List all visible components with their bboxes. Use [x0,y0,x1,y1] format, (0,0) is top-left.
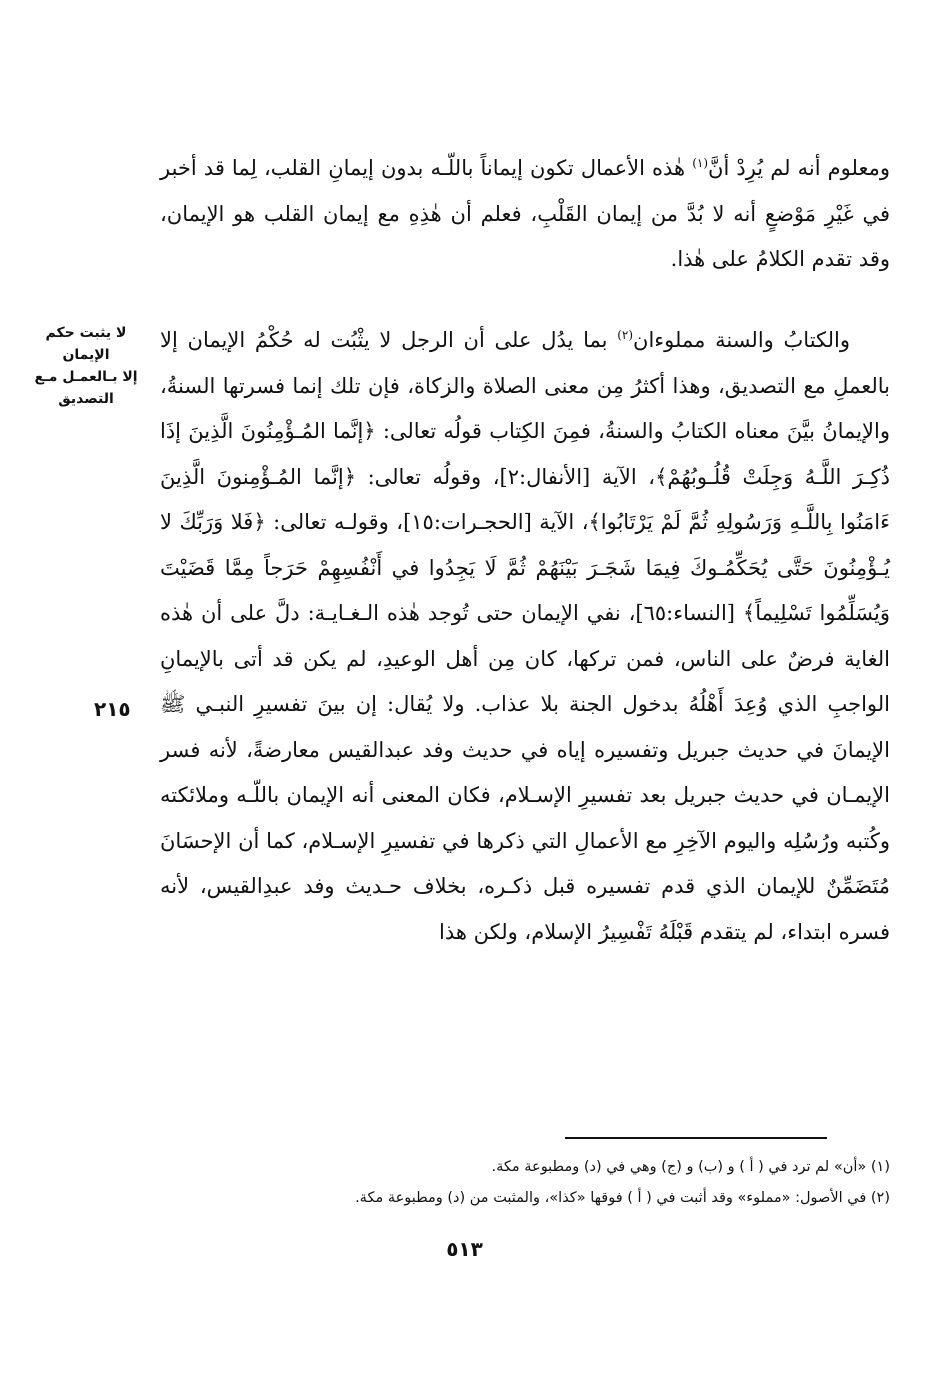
paragraph-2 [160,318,890,955]
p1-line-2: هٰذه الأعمال تكون إيماناً باللّـه بدون إيمانِ [328,156,686,180]
paragraph-1 [160,146,890,283]
footnote-divider [565,1137,827,1139]
page-number: ٥١٣ [446,1237,483,1261]
original-page-marker: ٢١٥ [94,697,131,721]
footnote-ref-1[interactable]: (١) [692,156,709,170]
p1-line-3: القلب، لِما قد أخبر في غَيْرِ مَوْضعٍ أنه لا بُدَّ من إيمان القَلْبِ، فعلم أن [160,156,890,226]
footnote-1: (١) «أن» لم ترد في ( أ ) و (ب) و (ج) وهي في (د) ومطبوعة مكة. [491,1159,890,1175]
footnotes [160,1152,890,1214]
margin-heading-line-2: إلا بـالعمـل مـع [34,369,138,385]
paragraph-1-text [160,146,890,283]
p1-line-1: ومعلوم أنه لم يُرِدْ أنَّ [708,156,890,180]
footnote-ref-2[interactable]: (٢) [617,328,634,342]
p2-start: والكتابُ والسنة مملوءان [633,328,851,352]
p2-rest: بما يدُل على أن الرجل لا يثْبُت له حُكْمُ الإيمان إلا بالعملِ مع التصديق، وهذا أكثرُ مِن معنى الصلاة والزكاة، فإن تلك إنما فسرتها السنةُ، والإيمانُ بيَّنَ معناه الكتابُ والسنةُ، فمِنَ الكِتاب قولُه تعالى: ﴿إنَّما المُـؤْمِنُونَ الَّذِينَ إذَا ذُكِـرَ اللَّـهُ وَجِلَتْ قُلُـوبُهُمْ﴾، الآية [الأنفال:٢]، وقولُه تعالى: ﴿إنَّما المُـؤْمِنونَ الَّذِينَ ءَامَنُوا بِاللَّـهِ وَرَسُولِهِ ثُمَّ لَمْ يَرْتَابُوا﴾، الآية [الحجـرات:١٥]، وقولـه تعالى: ﴿فَلا وَرَبِّكَ لا يُـؤْمِنُونَ حَتَّى يُحَكِّمُـوكَ فِيمَا شَجَـرَ بَيْنَهُمْ ثُمَّ لَا يَجِدُوا في أَنْفُسِهِمْ حَرَجاً مِمَّا قَضَيْتَ وَيُسَلِّمُوا تَسْلِيماً﴾ [النساء:٦٥]، نفي الإيمان حتى تُوجد هٰذه الـغـايـة: دلَّ على أن هٰذه الغاية فرضٌ على الناس، فمن تركها، كان مِن أهل الوعيدِ، لم يكن قد أتى بالإيمانِ الواجبِ الذي وُعِدَ أَهْلُهُ بدخول الجنة بلا عذاب. ولا يُقال: إن بينَ تفسيرِ النبـي ﷺ الإيمانَ في حديث جبريل وتفسيره إياه في حديث وفد عبدالقيس معارضةً، لأنه فسر الإيمـان في حديث جبريل بعد تفسيرِ الإسـلام، فكان المعنى أنه الإيمان باللّـه وملائكته وكُتبه ورُسُلِه واليوم الآخِرِ مع الأعمالِ التي ذكرها في تفسيرِ الإسـلام، كما أن الإحسَانَ مُتَضَمِّنٌ للإيمان الذي قدم تفسيره قبل ذكـره، بخلاف حـديث وفد عبدِالقيس، لأنه فسره ابتداء، لم يتقدم قَبْلَهُ تَفْسِيرُ الإسلام، ولكن هذا [160,328,891,944]
p1-line-4: هٰذِهِ مع إيمان القلب هو الإيمان، وقد تقدم الكلامُ على هٰذا. [160,201,890,271]
margin-heading-line-3: التصديق [58,391,114,407]
paragraph-2-text [160,318,890,955]
margin-heading-line-1: لا يثبت حكم الإيمان [45,325,127,363]
footnote-2: (٢) في الأصول: «مملوء» وقد أثبت في ( أ ) فوقها «كذا»، والمثبت من (د) ومطبوعة مكة. [355,1190,890,1206]
margin-heading [25,322,147,410]
